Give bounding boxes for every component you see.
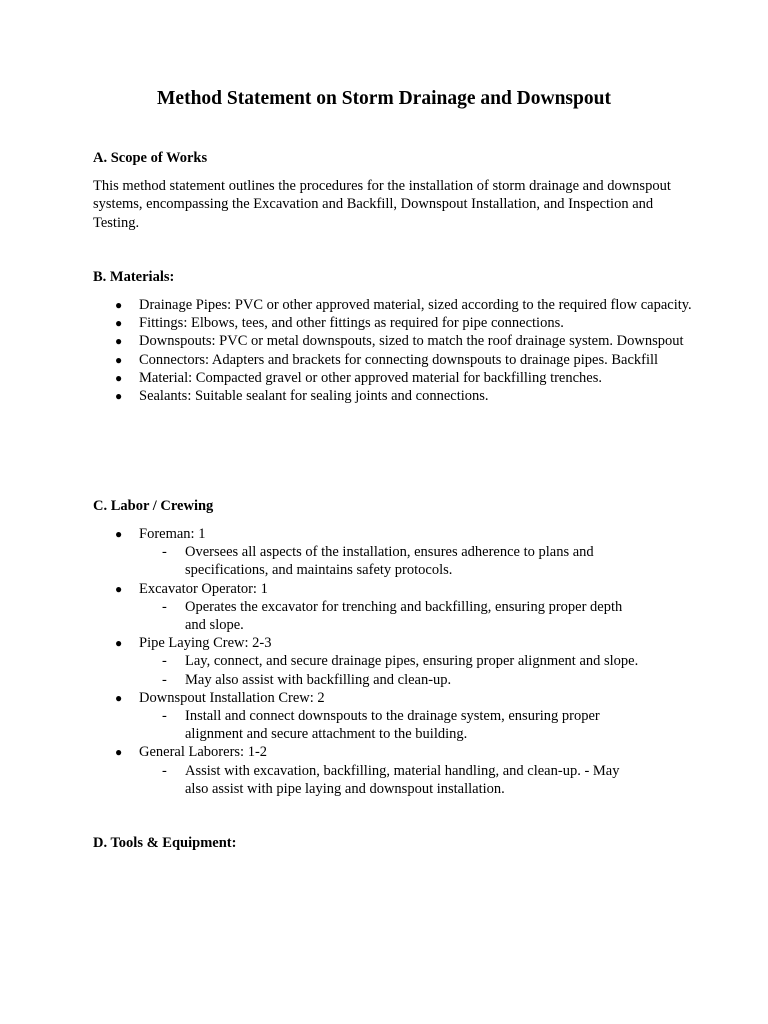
bullet-icon: ● bbox=[115, 581, 123, 596]
bullet-icon: ● bbox=[115, 690, 123, 705]
bullet-icon: ● bbox=[115, 636, 123, 651]
labor-role: General Laborers: 1-2 bbox=[139, 744, 268, 761]
list-item bbox=[93, 314, 693, 332]
dash-icon: - bbox=[162, 598, 167, 615]
scope-paragraph: This method statement outlines the procedures for the installation of storm drainage and downspout systems, encompassing the Excavation and Backfill, Downspout Installation, and Inspection and Testing. bbox=[93, 178, 671, 231]
labor-role: Foreman: 1 bbox=[139, 526, 206, 542]
list-item bbox=[93, 387, 693, 405]
bullet-icon: ● bbox=[115, 527, 123, 541]
list-item bbox=[93, 580, 683, 635]
bullet-icon: ● bbox=[115, 334, 123, 349]
labor-detail: Operates the excavator for trenching and backfilling, ensuring proper depth and slope. bbox=[185, 598, 623, 634]
material-item-text: Fittings: Elbows, tees, and other fittings as required for pipe connections. bbox=[139, 315, 564, 332]
bullet-icon: ● bbox=[115, 745, 123, 760]
labor-detail: Assist with excavation, backfilling, material handling, and clean-up. - May also assist with pipe laying and downspout installation. bbox=[185, 762, 620, 797]
labor-detail: Lay, connect, and secure drainage pipes, ensuring proper alignment and slope. bbox=[185, 653, 639, 670]
sub-list-item bbox=[139, 762, 639, 798]
labor-role: Pipe Laying Crew: 2-3 bbox=[139, 635, 272, 652]
material-item-text: Downspouts: PVC or metal downspouts, sized to match the roof drainage system. Downspout bbox=[139, 333, 684, 350]
bullet-icon: ● bbox=[115, 389, 123, 404]
labor-role: Downspout Installation Crew: 2 bbox=[139, 689, 325, 706]
materials-list bbox=[93, 296, 693, 405]
list-item bbox=[93, 689, 683, 744]
list-item bbox=[93, 332, 693, 350]
sub-list-item bbox=[139, 652, 649, 670]
material-item-text: Drainage Pipes: PVC or other approved material, sized according to the required flow capacity. bbox=[139, 297, 692, 313]
material-item-text: Material: Compacted gravel or other approved material for backfilling trenches. bbox=[139, 369, 603, 386]
labor-role: Excavator Operator: 1 bbox=[139, 580, 268, 597]
list-item bbox=[93, 525, 683, 580]
sub-list-item bbox=[139, 543, 639, 579]
dash-icon: - bbox=[162, 671, 167, 688]
page-title: Method Statement on Storm Drainage and Downspout bbox=[157, 88, 611, 109]
bullet-icon: ● bbox=[115, 370, 123, 385]
sub-list-item bbox=[139, 671, 649, 689]
section-heading-scope: A. Scope of Works bbox=[93, 150, 208, 166]
section-heading-tools: D. Tools & Equipment: bbox=[93, 835, 237, 851]
dash-icon: - bbox=[162, 653, 167, 670]
material-item-text: Sealants: Suitable sealant for sealing joints and connections. bbox=[139, 388, 489, 405]
list-item bbox=[93, 351, 693, 369]
section-heading-labor: C. Labor / Crewing bbox=[93, 498, 214, 514]
bullet-icon: ● bbox=[115, 298, 123, 312]
list-item bbox=[93, 296, 693, 314]
labor-list bbox=[93, 525, 683, 798]
bullet-icon: ● bbox=[115, 316, 123, 331]
list-item bbox=[93, 369, 693, 387]
material-item-text: Connectors: Adapters and brackets for connecting downspouts to drainage pipes. Backfill bbox=[139, 351, 659, 368]
list-item bbox=[93, 743, 683, 798]
sub-list-item bbox=[139, 707, 639, 743]
bullet-icon: ● bbox=[115, 352, 123, 367]
sub-list-item bbox=[139, 598, 639, 634]
labor-detail: May also assist with backfilling and clean-up. bbox=[185, 671, 452, 688]
labor-detail: Install and connect downspouts to the drainage system, ensuring proper alignment and secure attachment to the building. bbox=[185, 708, 600, 743]
dash-icon: - bbox=[162, 544, 167, 561]
labor-detail: Oversees all aspects of the installation, ensures adherence to plans and specifications, and maintains safety protocols. bbox=[185, 544, 594, 579]
dash-icon: - bbox=[162, 762, 167, 779]
list-item bbox=[93, 634, 683, 689]
dash-icon: - bbox=[162, 708, 167, 725]
section-heading-materials: B. Materials: bbox=[93, 269, 175, 285]
